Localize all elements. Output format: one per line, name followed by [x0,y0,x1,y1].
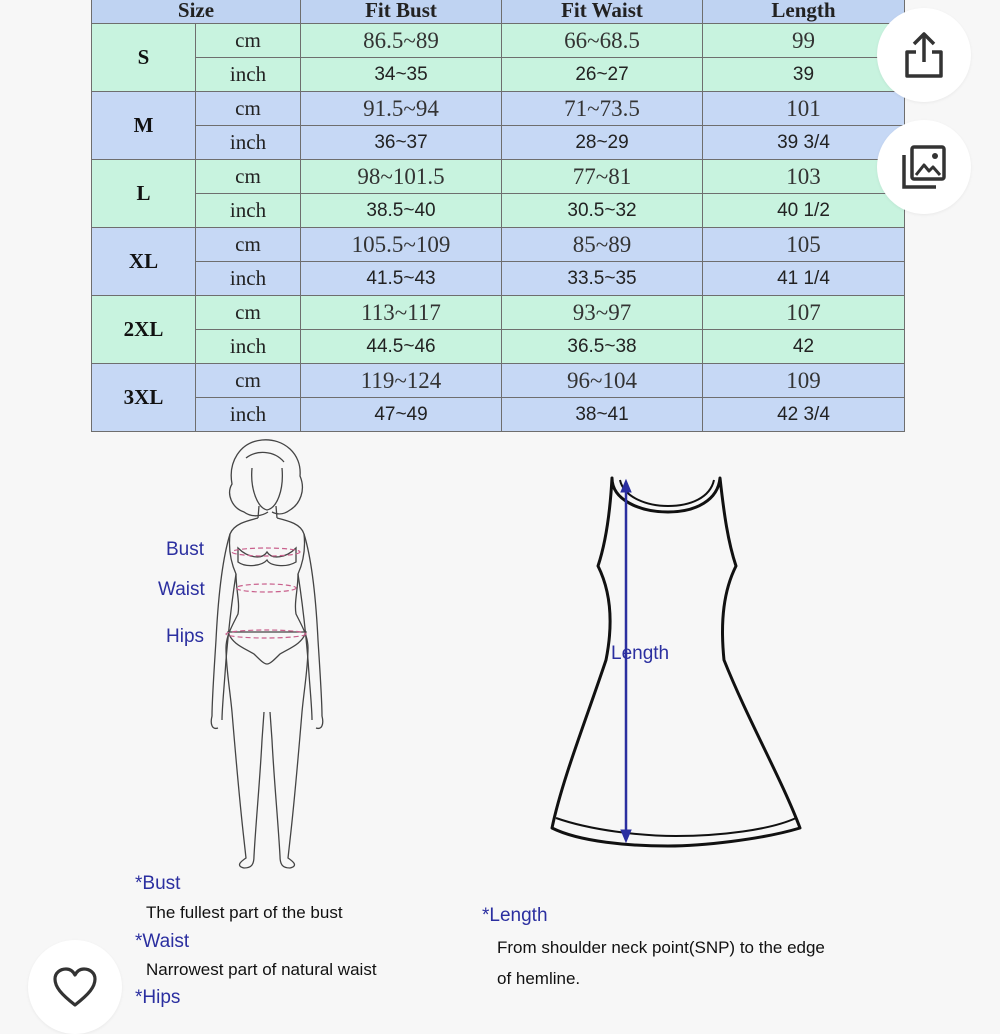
waist-value: 28~29 [502,126,703,160]
unit-cell: inch [196,262,301,296]
waist-value: 77~81 [502,160,703,194]
unit-cell: inch [196,194,301,228]
body-figure [211,440,323,868]
note-length-desc-2: of hemline. [497,969,581,988]
note-waist-desc: Narrowest part of natural waist [146,960,377,979]
size-label: L [92,160,196,228]
size-label: XL [92,228,196,296]
note-bust-desc: The fullest part of the bust [146,903,343,922]
bust-value: 38.5~40 [301,194,502,228]
waist-value: 26~27 [502,58,703,92]
waist-value: 85~89 [502,228,703,262]
header-fit-bust: Fit Bust [301,0,502,24]
image-icon [898,141,950,193]
bust-value: 36~37 [301,126,502,160]
header-size: Size [92,0,301,24]
hips-label: Hips [166,626,205,647]
length-value: 42 3/4 [703,398,905,432]
heart-icon [51,965,99,1009]
bust-value: 44.5~46 [301,330,502,364]
note-hips-title: *Hips [135,987,181,1008]
waist-value: 66~68.5 [502,24,703,58]
waist-value: 33.5~35 [502,262,703,296]
header-fit-waist: Fit Waist [502,0,703,24]
length-value: 107 [703,296,905,330]
waist-label: Waist [158,579,205,600]
length-value: 41 1/4 [703,262,905,296]
size-label: S [92,24,196,92]
unit-cell: cm [196,24,301,58]
waist-value: 38~41 [502,398,703,432]
header-length: Length [703,0,905,24]
length-value: 40 1/2 [703,194,905,228]
length-label: Length [611,643,670,664]
bust-value: 113~117 [301,296,502,330]
note-waist-title: *Waist [135,931,190,952]
length-value: 99 [703,24,905,58]
length-value: 103 [703,160,905,194]
unit-cell: inch [196,398,301,432]
unit-cell: cm [196,228,301,262]
unit-cell: cm [196,92,301,126]
image-gallery-button[interactable] [877,120,971,214]
note-length-title: *Length [482,905,548,926]
unit-cell: cm [196,296,301,330]
favorite-button[interactable] [28,940,122,1034]
unit-cell: inch [196,330,301,364]
waist-value: 36.5~38 [502,330,703,364]
bust-value: 47~49 [301,398,502,432]
unit-cell: cm [196,160,301,194]
waist-value: 93~97 [502,296,703,330]
waist-value: 96~104 [502,364,703,398]
size-label: M [92,92,196,160]
length-value: 42 [703,330,905,364]
bust-value: 34~35 [301,58,502,92]
bust-label: Bust [166,539,205,560]
length-value: 109 [703,364,905,398]
waist-value: 71~73.5 [502,92,703,126]
length-value: 39 3/4 [703,126,905,160]
bust-value: 41.5~43 [301,262,502,296]
unit-cell: inch [196,126,301,160]
note-bust-title: *Bust [135,873,181,894]
bust-value: 86.5~89 [301,24,502,58]
length-value: 105 [703,228,905,262]
size-label: 3XL [92,364,196,432]
bust-value: 98~101.5 [301,160,502,194]
bust-value: 91.5~94 [301,92,502,126]
share-icon [902,30,946,80]
unit-cell: inch [196,58,301,92]
bust-value: 105.5~109 [301,228,502,262]
waist-value: 30.5~32 [502,194,703,228]
share-button[interactable] [877,8,971,102]
unit-cell: cm [196,364,301,398]
length-value: 39 [703,58,905,92]
note-length-desc-1: From shoulder neck point(SNP) to the edge [497,938,825,957]
bust-value: 119~124 [301,364,502,398]
dress-figure [552,478,800,846]
size-label: 2XL [92,296,196,364]
length-value: 101 [703,92,905,126]
